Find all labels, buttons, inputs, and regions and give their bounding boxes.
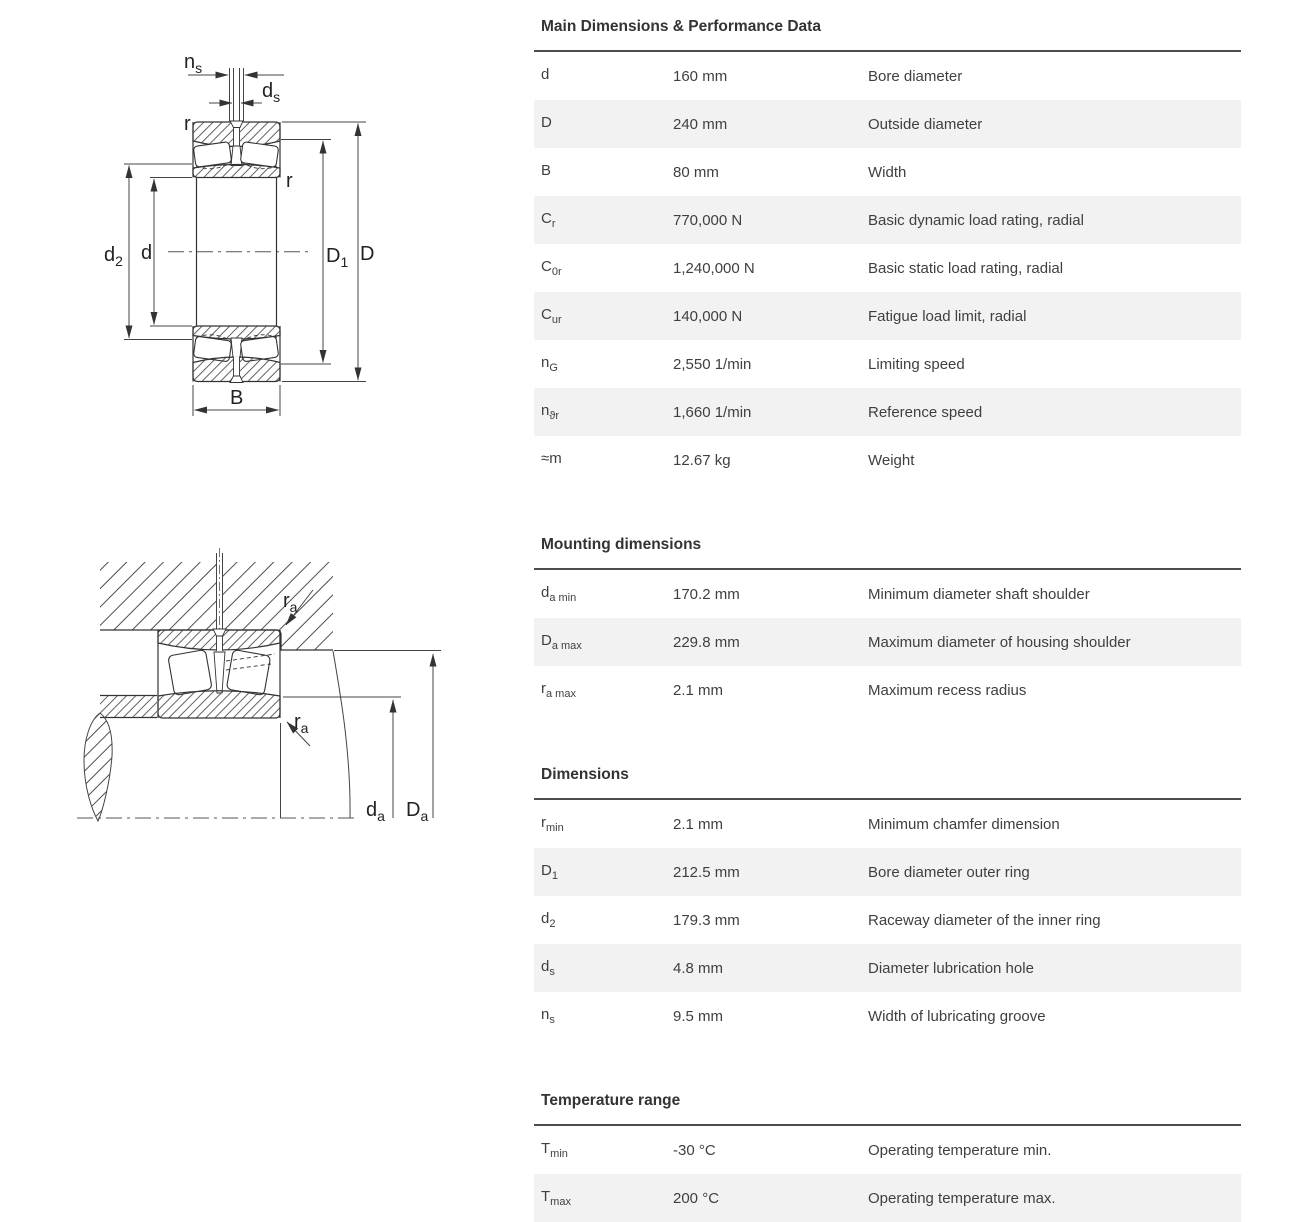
bearing-section [158,629,280,718]
table-row [534,1174,1241,1222]
dim-label-da: $d_a$ [366,799,385,824]
table-row [534,244,1241,292]
row-value: 179.3 mm [673,911,740,929]
dim-label-B: B [230,387,244,409]
data-pane [534,0,1241,1222]
row-description: Fatigue load limit, radial [868,307,1027,325]
row-symbol: $C_r$ [541,210,556,230]
row-value: 770,000 N [673,211,743,229]
row-symbol: $D_1$ [541,862,558,882]
bearing-cross-section-drawing [70,40,430,450]
row-description: Width [868,163,907,181]
row-symbol: d [541,66,550,83]
table-row [534,944,1241,992]
row-description: Operating temperature min. [868,1141,1052,1159]
dim-label-ds: $d_s$ [262,80,281,105]
row-description: Weight [868,451,915,469]
row-symbol: $D_{a max}$ [541,632,582,652]
row-value: 1,240,000 N [673,259,755,277]
row-symbol: $d_2$ [541,910,556,930]
table-row [534,848,1241,896]
section-title: Mounting dimensions [541,536,702,553]
dim-label-ra-top: $r_a$ [283,590,298,615]
dim-label-Da: $D_a$ [406,799,429,824]
row-symbol: $C_{ur}$ [541,306,562,326]
table-row [534,570,1241,618]
bearing-lower-section [193,326,280,383]
bearing-mounting-drawing [60,540,450,840]
table-row [534,896,1241,944]
table-row [534,292,1241,340]
table-row [534,666,1241,714]
table-row [534,1126,1241,1174]
table-row [534,618,1241,666]
row-value: 229.8 mm [673,633,740,651]
row-description: Maximum diameter of housing shoulder [868,633,1131,651]
row-value: 1,660 1/min [673,403,752,421]
row-description: Outside diameter [868,115,983,133]
row-symbol: $d_{a min}$ [541,584,577,604]
row-value: 240 mm [673,115,728,133]
table-row [534,148,1241,196]
section-mounting-dimensions [534,534,1241,714]
row-description: Bore diameter outer ring [868,863,1030,881]
row-symbol: D [541,114,552,131]
row-description: Operating temperature max. [868,1189,1056,1207]
row-description: Basic static load rating, radial [868,259,1064,277]
table-row [534,800,1241,848]
row-symbol: $n_{ϑr}$ [541,402,560,422]
dim-label-d: d [141,242,153,264]
section-dimensions [534,764,1241,1040]
section-title: Temperature range [541,1092,681,1109]
section-main-dimensions [534,16,1241,484]
section-title: Main Dimensions & Performance Data [541,18,821,35]
row-value: 160 mm [673,67,728,85]
row-value: 140,000 N [673,307,743,325]
dim-label-r-right: r [286,170,293,192]
row-value: 2.1 mm [673,815,724,833]
row-value: 2,550 1/min [673,355,752,373]
row-symbol: $C_{0r}$ [541,258,562,278]
table-row [534,196,1241,244]
row-description: Basic dynamic load rating, radial [868,211,1084,229]
row-description: Limiting speed [868,355,965,373]
dim-label-D1: $D_1$ [326,245,349,270]
table-row [534,340,1241,388]
row-symbol: $n_s$ [541,1006,555,1026]
row-description: Raceway diameter of the inner ring [868,911,1101,929]
row-value: 2.1 mm [673,681,724,699]
row-symbol: $n_G$ [541,354,558,374]
row-symbol: $r_{min}$ [541,814,564,834]
row-value: 80 mm [673,163,719,181]
dim-label-ra-bottom: $r_a$ [294,711,309,736]
row-symbol: $T_{max}$ [541,1188,571,1208]
table-row [534,436,1241,484]
row-description: Minimum diameter shaft shoulder [868,585,1090,603]
row-value: 200 °C [673,1189,720,1207]
row-symbol: ≈m [541,450,562,467]
row-description: Diameter lubrication hole [868,959,1034,977]
row-symbol: $d_s$ [541,958,555,978]
row-description: Reference speed [868,403,983,421]
row-symbol: B [541,162,552,179]
dim-label-r-top: r [184,113,191,135]
table-row [534,992,1241,1040]
dim-label-ns: $n_s$ [184,51,203,76]
row-value: 9.5 mm [673,1007,724,1025]
row-value: 212.5 mm [673,863,740,881]
row-description: Minimum chamfer dimension [868,815,1060,833]
bearing-upper-section [193,121,280,178]
row-value: 12.67 kg [673,451,731,469]
section-temperature-range [534,1090,1241,1222]
row-description: Maximum recess radius [868,681,1027,699]
row-symbol: $T_{min}$ [541,1140,568,1160]
dim-label-d2: $d_2$ [104,244,123,269]
table-row [534,100,1241,148]
row-symbol: $r_{a max}$ [541,680,576,700]
row-description: Width of lubricating groove [868,1007,1046,1025]
dim-label-D: D [360,243,375,265]
row-value: 4.8 mm [673,959,724,977]
row-description: Bore diameter [868,67,963,85]
row-value: 170.2 mm [673,585,740,603]
table-row [534,388,1241,436]
section-title: Dimensions [541,766,629,783]
row-value: -30 °C [673,1141,716,1159]
table-row [534,52,1241,100]
